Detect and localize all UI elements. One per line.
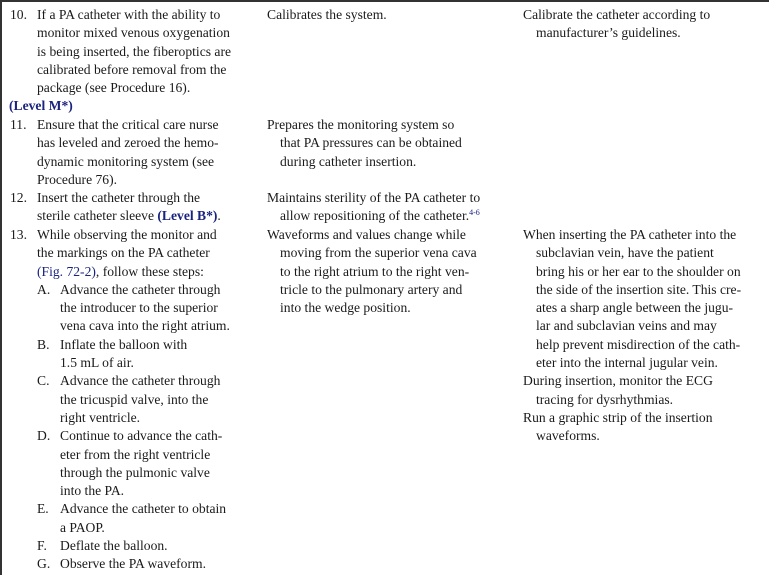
rationale-text: moving from the superior vena cava bbox=[280, 245, 477, 261]
rationale-text: Waveforms and values change while bbox=[267, 227, 466, 242]
substep-text: Advance the catheter through bbox=[60, 373, 221, 389]
substep-letter: B. bbox=[37, 336, 50, 352]
step-cell bbox=[10, 226, 260, 574]
substep-letter: F. bbox=[37, 538, 47, 554]
special-text: manufacturer’s guidelines. bbox=[536, 25, 681, 41]
substep-text: 1.5 mL of air. bbox=[60, 355, 134, 371]
step-cell bbox=[10, 6, 260, 116]
special-text: eter into the internal jugular vein. bbox=[536, 355, 718, 371]
substep-letter: C. bbox=[37, 373, 50, 389]
step-text: Procedure 76). bbox=[37, 171, 118, 187]
special-text: help prevent misdirection of the cath- bbox=[536, 336, 741, 352]
special-considerations-cell bbox=[523, 226, 768, 446]
table-top-border bbox=[0, 0, 769, 2]
substep-text: eter from the right ventricle bbox=[60, 446, 211, 462]
substep-line bbox=[10, 299, 260, 317]
step-text: Insert the catheter through the bbox=[37, 190, 201, 205]
substep-text: Advance the catheter to obtain bbox=[60, 501, 227, 517]
step-number: 11. bbox=[10, 117, 27, 132]
special-text: the side of the insertion site. This cre- bbox=[536, 281, 742, 297]
substep-line bbox=[10, 372, 260, 390]
rationale-text: during catheter insertion. bbox=[280, 153, 417, 169]
rationale-text: that PA pressures can be obtained bbox=[280, 135, 462, 151]
step-text: package (see Procedure 16). bbox=[37, 80, 191, 96]
substep-line bbox=[10, 336, 260, 354]
substep-text: into the PA. bbox=[60, 483, 125, 499]
substep-text: Deflate the balloon. bbox=[60, 538, 168, 554]
rationale-text: tricle to the pulmonary artery and bbox=[280, 281, 463, 297]
rationale-text: Prepares the monitoring system so bbox=[267, 117, 455, 132]
reference-superscript-link[interactable]: 4-6 bbox=[469, 208, 480, 218]
substep-line bbox=[10, 446, 260, 464]
special-text: tracing for dysrhythmias. bbox=[536, 391, 674, 407]
rationale-cell bbox=[267, 116, 517, 171]
substep-text: a PAOP. bbox=[60, 519, 105, 535]
step-text: , follow these steps: bbox=[95, 263, 204, 279]
rationale-cell bbox=[267, 189, 517, 226]
step-cell bbox=[10, 116, 260, 189]
substep-text: the tricuspid valve, into the bbox=[60, 391, 209, 407]
step-number: 13. bbox=[10, 227, 27, 242]
rationale-text: into the wedge position. bbox=[280, 300, 411, 316]
rationale-text: Maintains sterility of the PA catheter to bbox=[267, 190, 481, 205]
special-text: During insertion, monitor the ECG bbox=[523, 373, 713, 389]
substep-line bbox=[10, 555, 260, 573]
rationale-text: to the right atrium to the right ven- bbox=[280, 263, 470, 279]
evidence-level-link[interactable]: (Level M*) bbox=[9, 98, 73, 114]
substep-text: vena cava into the right atrium. bbox=[60, 318, 230, 334]
table-left-border bbox=[0, 0, 2, 575]
substep-line bbox=[10, 391, 260, 409]
step-text: has leveled and zeroed the hemo- bbox=[37, 135, 219, 151]
substep-line bbox=[10, 537, 260, 555]
special-text: Calibrate the catheter according to bbox=[523, 7, 711, 22]
special-considerations-cell bbox=[523, 6, 768, 43]
rationale-cell bbox=[267, 226, 517, 317]
special-text: bring his or her ear to the shoulder on bbox=[536, 263, 741, 279]
substep-list bbox=[10, 281, 260, 574]
rationale-cell bbox=[267, 6, 517, 24]
substep-line bbox=[10, 354, 260, 372]
evidence-level-link[interactable]: (Level B*) bbox=[157, 208, 218, 224]
step-text: monitor mixed venous oxygenation bbox=[37, 25, 230, 41]
special-text: Run a graphic strip of the insertion bbox=[523, 409, 713, 425]
step-text: the markings on the PA catheter bbox=[37, 245, 210, 261]
substep-line bbox=[10, 427, 260, 445]
rationale-text: Calibrates the system. bbox=[267, 7, 387, 22]
step-text: calibrated before removal from the bbox=[37, 61, 227, 77]
step-text: Ensure that the critical care nurse bbox=[37, 117, 219, 132]
special-text: ates a sharp angle between the jugu- bbox=[536, 300, 734, 316]
substep-line bbox=[10, 500, 260, 518]
substep-text: right ventricle. bbox=[60, 409, 141, 425]
rationale-text: allow repositioning of the catheter. bbox=[280, 208, 470, 224]
substep-text: Advance the catheter through bbox=[60, 281, 221, 297]
special-text: When inserting the PA catheter into the bbox=[523, 227, 737, 242]
special-text: subclavian vein, have the patient bbox=[536, 245, 714, 261]
figure-reference-link[interactable]: (Fig. 72-2) bbox=[37, 263, 96, 279]
substep-letter: A. bbox=[37, 281, 51, 297]
step-number: 10. bbox=[10, 7, 27, 22]
substep-line bbox=[10, 281, 260, 299]
step-text: . bbox=[217, 208, 221, 224]
substep-line bbox=[10, 519, 260, 537]
substep-letter: E. bbox=[37, 501, 49, 517]
substep-text: Observe the PA waveform. bbox=[60, 556, 206, 572]
substep-text: Inflate the balloon with bbox=[60, 336, 188, 352]
step-text: dynamic monitoring system (see bbox=[37, 153, 215, 169]
substep-line bbox=[10, 464, 260, 482]
special-text: waveforms. bbox=[536, 428, 600, 444]
substep-line bbox=[10, 482, 260, 500]
special-text: lar and subclavian veins and may bbox=[536, 318, 717, 334]
step-text: is being inserted, the fiberoptics are bbox=[37, 43, 232, 59]
step-number: 12. bbox=[10, 190, 27, 205]
substep-line bbox=[10, 409, 260, 427]
step-cell bbox=[10, 189, 260, 226]
substep-letter: G. bbox=[37, 556, 51, 572]
substep-line bbox=[10, 317, 260, 335]
substep-text: through the pulmonic valve bbox=[60, 464, 210, 480]
step-text: If a PA catheter with the ability to bbox=[37, 7, 221, 22]
step-text: While observing the monitor and bbox=[37, 227, 217, 242]
step-text: sterile catheter sleeve bbox=[37, 208, 158, 224]
substep-letter: D. bbox=[37, 428, 51, 444]
substep-text: Continue to advance the cath- bbox=[60, 428, 223, 444]
substep-text: the introducer to the superior bbox=[60, 300, 218, 316]
